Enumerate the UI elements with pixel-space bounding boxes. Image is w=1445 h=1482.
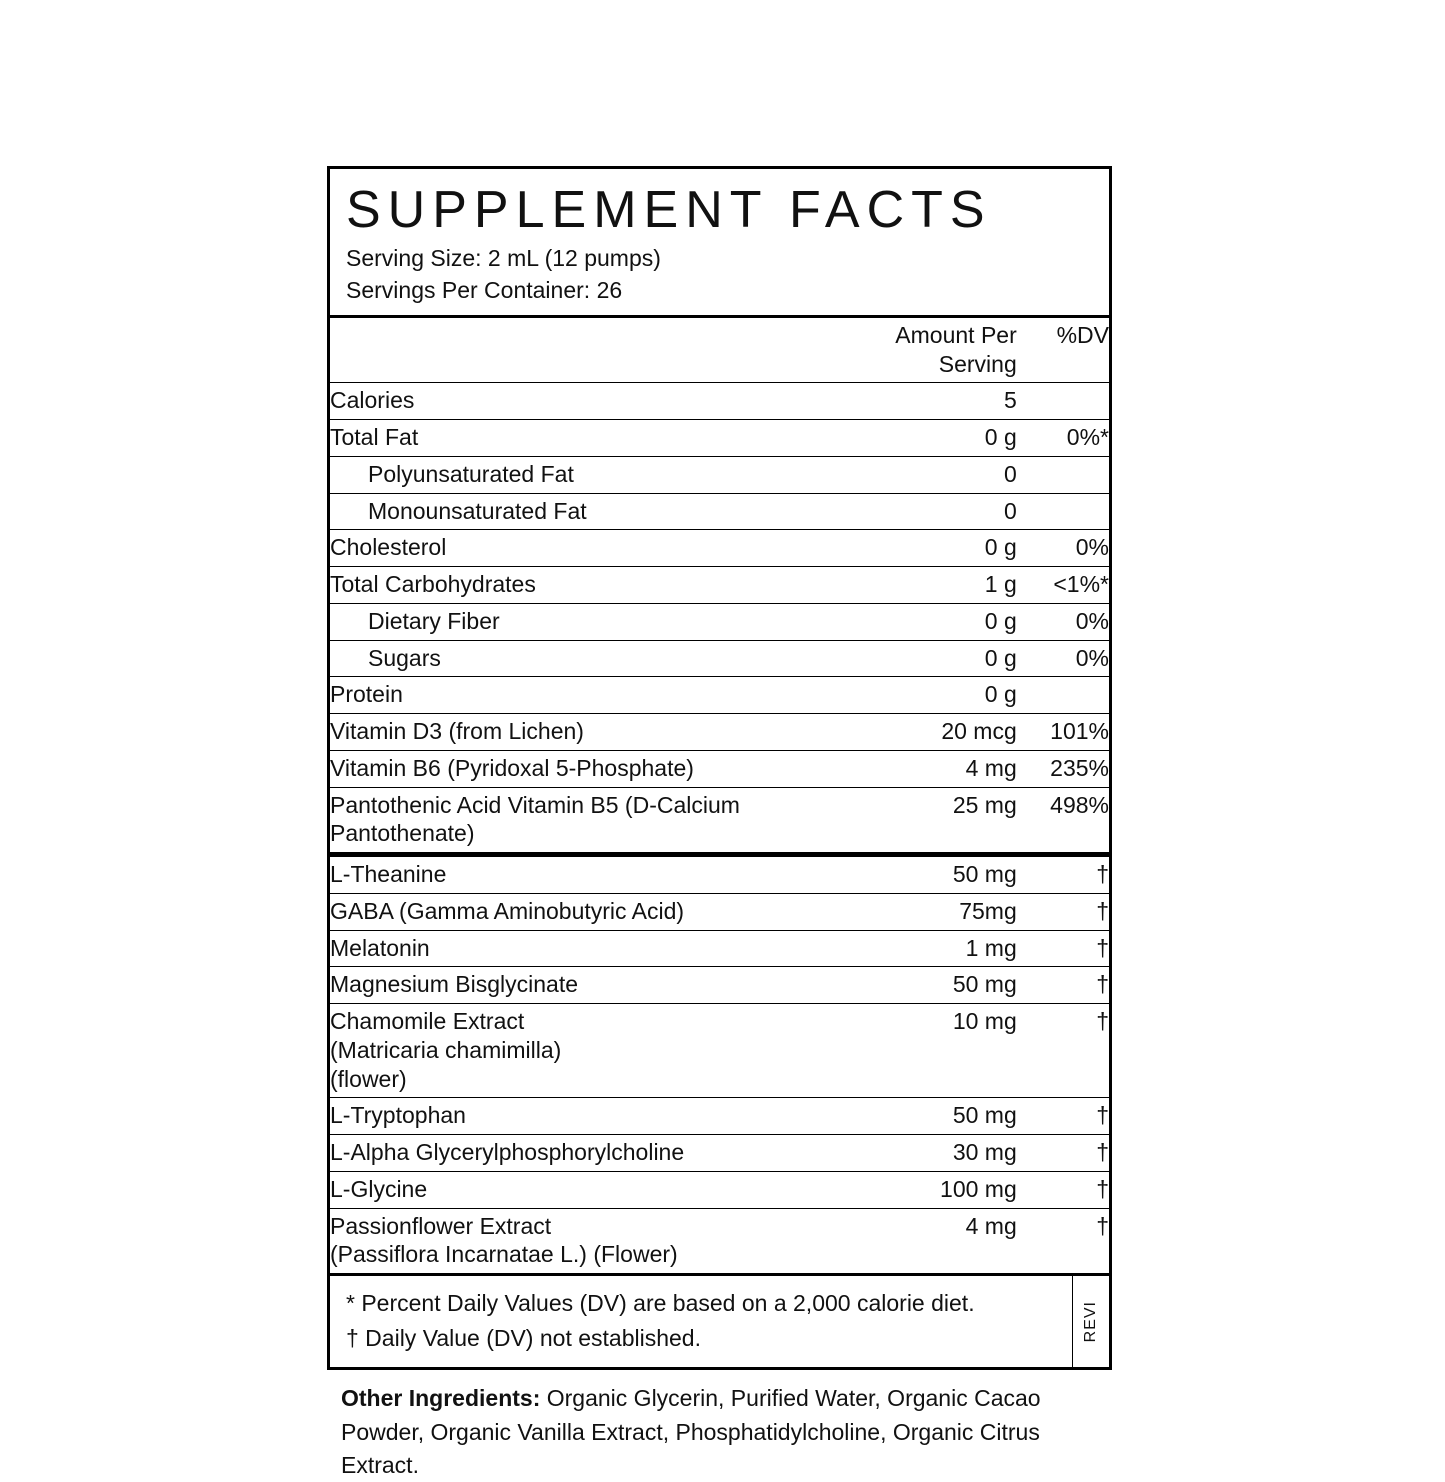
nutrient-dv xyxy=(1017,493,1109,530)
header-amount-per-serving: Amount Per Serving xyxy=(812,316,1017,383)
header-percent-dv: %DV xyxy=(1017,316,1109,383)
table-row xyxy=(330,930,1109,967)
table-row xyxy=(330,714,1109,751)
nutrient-dv: 0%* xyxy=(1017,420,1109,457)
ingredient-name: GABA (Gamma Aminobutyric Acid) xyxy=(330,893,812,930)
ingredient-dv: † xyxy=(1017,1208,1109,1273)
ingredient-name: Melatonin xyxy=(330,930,812,967)
revision-mark xyxy=(1072,1276,1109,1367)
ingredient-amount: 50 mg xyxy=(812,1098,1017,1135)
table-row xyxy=(330,383,1109,420)
nutrient-dv: 0% xyxy=(1017,640,1109,677)
facts-box xyxy=(327,166,1112,1370)
nutrient-name: Cholesterol xyxy=(330,530,812,567)
ingredient-amount: 30 mg xyxy=(812,1135,1017,1172)
table-row xyxy=(330,1135,1109,1172)
table-row xyxy=(330,893,1109,930)
footnotes-section xyxy=(330,1273,1109,1367)
page-title: SUPPLEMENT FACTS xyxy=(346,181,992,239)
ingredient-name: Chamomile Extract xyxy=(330,1008,525,1035)
nutrient-name: Total Carbohydrates xyxy=(330,567,812,604)
nutrient-amount: 0 xyxy=(812,493,1017,530)
nutrient-name: Total Fat xyxy=(330,420,812,457)
nutrient-amount: 5 xyxy=(1003,387,1017,414)
nutrient-name: Sugars xyxy=(330,640,812,677)
nutrient-amount: 1 g xyxy=(812,567,1017,604)
ingredient-latin-name: (Passiflora Incarnatae L.) (Flower) xyxy=(330,1241,678,1268)
table-row xyxy=(330,1208,1109,1273)
supplement-facts-panel xyxy=(327,166,1112,1482)
nutrient-name: Polyunsaturated Fat xyxy=(330,456,812,493)
ingredient-amount: 50 mg xyxy=(812,855,1017,894)
footnotes xyxy=(330,1276,1072,1367)
nutrient-amount: 25 mg xyxy=(812,787,1017,855)
other-ingredients xyxy=(327,1370,1101,1482)
ingredient-name-multiline xyxy=(330,1004,812,1098)
table-row xyxy=(330,530,1109,567)
ingredient-name: L-Theanine xyxy=(330,855,812,894)
table-row xyxy=(330,787,1109,855)
ingredient-part: (flower) xyxy=(330,1065,407,1092)
table-row xyxy=(330,1171,1109,1208)
nutrient-dv: <1%* xyxy=(1017,567,1109,604)
nutrient-dv xyxy=(1017,677,1109,714)
serving-info xyxy=(330,242,1109,315)
table-row xyxy=(330,420,1109,457)
table-header-row xyxy=(330,316,1109,383)
nutrient-name: Vitamin D3 (from Lichen) xyxy=(330,714,812,751)
table-row xyxy=(330,855,1109,894)
ingredient-name: Passionflower Extract xyxy=(330,1212,552,1239)
ingredient-amount: 75mg xyxy=(812,893,1017,930)
header-blank xyxy=(330,316,812,383)
nutrient-dv: 0% xyxy=(1017,530,1109,567)
nutrition-table xyxy=(330,315,1109,1273)
nutrient-amount: 0 g xyxy=(812,603,1017,640)
ingredient-dv: † xyxy=(1017,1171,1109,1208)
nutrient-amount: 0 g xyxy=(812,530,1017,567)
nutrient-dv xyxy=(1017,383,1109,420)
ingredient-name: L-Tryptophan xyxy=(330,1098,812,1135)
table-row xyxy=(330,567,1109,604)
ingredient-amount: 1 mg xyxy=(812,930,1017,967)
nutrient-name: Calories xyxy=(330,387,415,414)
ingredient-latin-name: (Matricaria chamimilla) xyxy=(330,1036,562,1063)
table-row xyxy=(330,677,1109,714)
servings-per-container: Servings Per Container: 26 xyxy=(346,277,623,304)
footnote-dv-not-established: † Daily Value (DV) not established. xyxy=(346,1324,701,1351)
nutrient-name: Monounsaturated Fat xyxy=(330,493,812,530)
table-row xyxy=(330,967,1109,1004)
nutrient-amount: 0 g xyxy=(812,677,1017,714)
footnote-daily-value-basis: * Percent Daily Values (DV) are based on a 2,000 calorie diet. xyxy=(346,1290,975,1317)
ingredient-dv: † xyxy=(1017,855,1109,894)
ingredient-amount: 100 mg xyxy=(812,1171,1017,1208)
nutrient-dv: 498% xyxy=(1017,787,1109,855)
nutrient-dv xyxy=(1017,456,1109,493)
other-ingredients-text: Organic Glycerin, Purified Water, Organic Cacao Powder, Organic Vanilla Extract, Phosphatidylcholine, Organic Citrus Extract. xyxy=(341,1385,1041,1478)
table-row xyxy=(330,456,1109,493)
table-row xyxy=(330,1098,1109,1135)
ingredient-dv: † xyxy=(1017,1098,1109,1135)
nutrient-amount: 4 mg xyxy=(812,750,1017,787)
nutrient-dv: 235% xyxy=(1017,750,1109,787)
ingredient-name-multiline xyxy=(330,1208,812,1273)
table-row xyxy=(330,640,1109,677)
ingredient-amount: 4 mg xyxy=(812,1208,1017,1273)
serving-size: Serving Size: 2 mL (12 pumps) xyxy=(346,244,661,271)
revision-mark-text: REVI xyxy=(1082,1300,1099,1343)
table-row xyxy=(330,1004,1109,1098)
nutrient-name: Protein xyxy=(330,677,812,714)
nutrient-name: Vitamin B6 (Pyridoxal 5-Phosphate) xyxy=(330,750,812,787)
ingredient-name: L-Alpha Glycerylphosphorylcholine xyxy=(330,1135,812,1172)
ingredient-amount: 10 mg xyxy=(812,1004,1017,1098)
nutrient-dv: 101% xyxy=(1017,714,1109,751)
nutrient-dv: 0% xyxy=(1017,603,1109,640)
nutrient-name: Dietary Fiber xyxy=(330,603,812,640)
nutrient-amount: 20 mcg xyxy=(812,714,1017,751)
other-ingredients-label: Other Ingredients: xyxy=(341,1385,541,1412)
ingredient-amount: 50 mg xyxy=(812,967,1017,1004)
ingredient-dv: † xyxy=(1017,930,1109,967)
ingredient-name: Magnesium Bisglycinate xyxy=(330,967,812,1004)
nutrient-name: Pantothenic Acid Vitamin B5 (D-Calcium Pantothenate) xyxy=(330,787,812,855)
nutrient-amount: 0 g xyxy=(812,420,1017,457)
nutrient-amount: 0 xyxy=(812,456,1017,493)
ingredient-dv: † xyxy=(1017,1004,1109,1098)
ingredient-name: L-Glycine xyxy=(330,1171,812,1208)
table-row xyxy=(330,750,1109,787)
nutrient-amount: 0 g xyxy=(812,640,1017,677)
table-row xyxy=(330,493,1109,530)
table-row xyxy=(330,603,1109,640)
ingredient-dv: † xyxy=(1017,1135,1109,1172)
ingredient-dv: † xyxy=(1017,893,1109,930)
ingredient-dv: † xyxy=(1017,967,1109,1004)
